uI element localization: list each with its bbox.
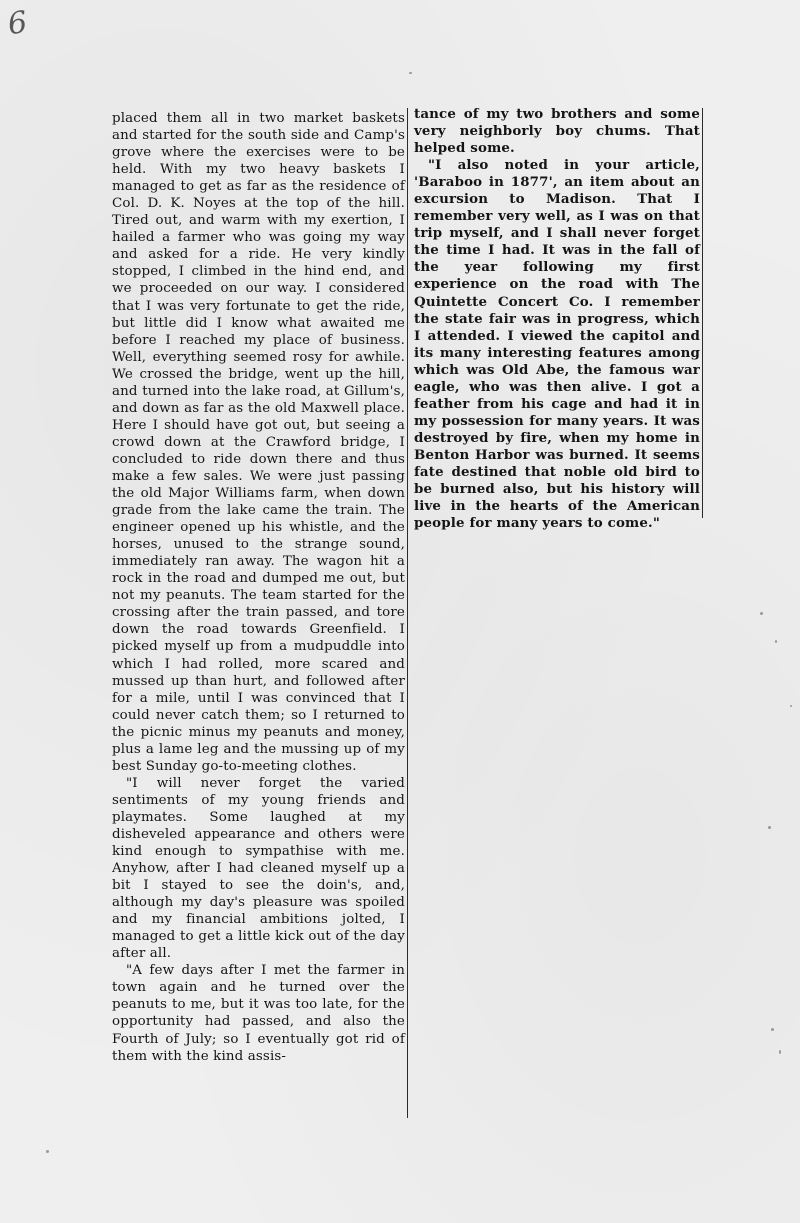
article-paragraph: "A few days after I met the farmer in town again and he turned over the peanuts to me, but it was too late, for the opportunity had passed, and also the Fourth of July; so I eventually got rid of them with the kind assis- xyxy=(112,963,405,1064)
article-column-right xyxy=(414,106,700,532)
article-column-left xyxy=(112,110,405,1065)
article-paragraph: tance of my two brothers and some very neighborly boy chums. That helped some. xyxy=(414,106,700,157)
article-paragraph: placed them all in two market baskets and started for the south side and Camp's grove where the exercises were to be held. With my two heavy baskets I managed to get as far as the residence of Col. D. K. Noyes at the top of the hill. Tired out, and warm with my exertion, I hailed a farmer who was going my way and asked for a ride. He very kindly stopped, I climbed in the hind end, and we proceeded on our way. I considered that I was very fortunate to get the ride, but little did I know what awaited me before I reached my place of business. Well, everything seemed rosy for awhile. We crossed the bridge, went up the hill, and turned into the lake road, at Gillum's, and down as far as the old Maxwell place. Here I should have got out, but seeing a crowd down at the Crawford bridge, I concluded to ride down there and thus make a few sales. We were just passing the old Major Williams farm, when down grade from the lake came the train. The engineer opened up his whistle, and the horses, unused to the strange sound, immediately ran away. The wagon hit a rock in the road and dumped me out, but not my peanuts. The team started for the crossing after the train passed, and tore down the road towards Greenfield. I picked myself up from a mudpuddle into which I had rolled, more scared and mussed up than hurt, and followed after for a mile, until I was convinced that I could never catch them; so I returned to the picnic minus my peanuts and money, plus a lame leg and the mussing up of my best Sunday go-to-meeting clothes. xyxy=(112,111,405,774)
column-rule-left xyxy=(407,108,408,1118)
article-paragraph: "I also noted in your article, 'Baraboo in 1877', an item about an excursion to Madison. That I remember very well, as I was on that trip myself, and I shall never forget the time I had. It was in the fall of the year following my first experience on the road with The Quintette Concert Co. I remember the state fair was in progress, which I attended. I viewed the capitol and its many interesting features among which was Old Abe, the famous war eagle, who was then alive. I got a feather from his cage and had it in my possession for many years. It was destroyed by fire, when my home in Benton Harbor was burned. It seems fate destined that noble old bird to be burned also, but his history will live in the hearts of the American people for many years to come." xyxy=(414,157,700,532)
column-rule-right xyxy=(702,108,703,518)
article-paragraph: "I will never forget the varied sentiments of my young friends and playmates. Some laughed at my disheveled appearance and others were kind enough to sympathise with me. Anyhow, after I had cleaned myself up a bit I stayed to see the doin's, and, although my day's pleasure was spoiled and my financial ambitions jolted, I managed to get a little kick out of the day after all. xyxy=(112,775,405,962)
page-number: 6 xyxy=(5,4,30,43)
